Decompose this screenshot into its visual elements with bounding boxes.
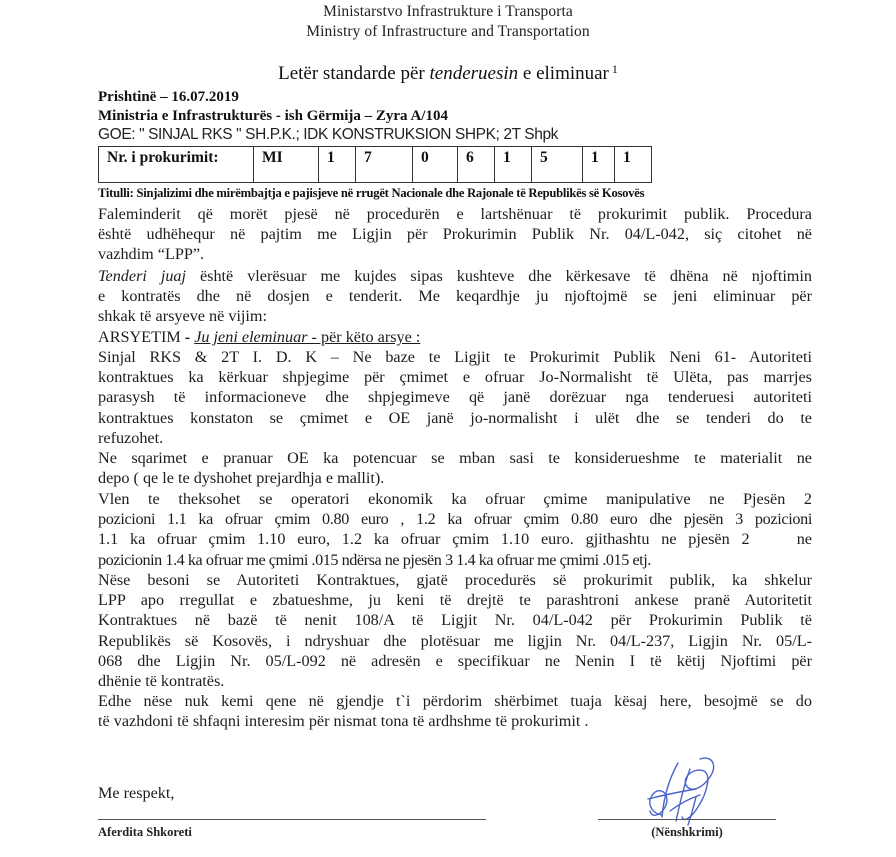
signer-name: Aferdita Shkoreti [98, 825, 192, 839]
text-line: Edhe nëse nuk kemi qene në gjendje t`i përdorim shërbimet tuaja kësaj here, besojmë se do [98, 692, 812, 710]
text-line: refuzohet. [98, 428, 164, 447]
reasoning-label: ARSYETIM [98, 328, 185, 346]
tender-title: Titulli: Sinjalizimi dhe mirëmbajtja e pajisjeve në rrugët Nacionale dhe Rajonale të Republikës së Kosovës [98, 186, 645, 200]
text-line: 1.1 ka ofruar çmim 1.10 euro, 1.2 ka ofruar çmim 1.10 euro. gjithashtu ne pjesën 2 ne [98, 530, 812, 549]
text-line: Kontraktues në bazë të nenit 108/A të Ligjit Nr. 04/L-042 për Prokurimin Publik të [98, 611, 812, 630]
eliminated-text: Ju jeni eleminuar - [194, 328, 317, 346]
header-line-serbian: Ministarstvo Infrastrukture i Transporta [323, 3, 573, 20]
procurement-number-table [98, 146, 652, 183]
title-pre: Letër standarde për [278, 63, 430, 84]
text-line: depo ( qe le te dyshohet prejardhja e mallit). [98, 469, 385, 488]
procurement-cell: 6 [458, 147, 495, 183]
procurement-cell: MI [254, 147, 319, 183]
text-line: dhënie të kontratës. [98, 672, 225, 691]
text-line: 068 dhe Ligjin Nr. 05/L-092 në adresën e specifikuar ne Nenin I të këtij Njoftimi për [98, 651, 812, 670]
text-line: kontraktues konstaton se çmimet e OE janë jo-normalisht i ulët dhe se tenderi do te [98, 408, 812, 427]
text-line: është udhëhequr në pajtim me Ligjin për Prokurimin Publik Nr. 04/L-042, siç citohet në [98, 225, 812, 244]
text-fragment: është vlerësuar me kujdes sipas kushteve dhe kërkesave të dhëna në njoftimin [186, 267, 812, 285]
address: Ministria e Infrastrukturës - ish Gërmija – Zyra A/104 [98, 108, 448, 124]
title-italic: tenderuesin [429, 63, 519, 84]
signature-line [598, 819, 776, 820]
procurement-cell: 1 [319, 147, 356, 183]
text-line: e kontratës dhe në dosjen e tenderit. Me keqardhje ju njoftojmë se jeni eliminuar për [98, 287, 812, 306]
tender-italic: Tenderi juaj [98, 267, 187, 285]
procurement-cell: 1 [495, 147, 532, 183]
text-line: pozicioni 1.1 ka ofruar çmim 0.80 euro , 1.2 ka ofruar çmim 0.80 euro dhe pjesën 3 pozicioni [98, 510, 812, 529]
goe-line: GOE: " SINJAL RKS " SH.P.K.; IDK KONSTRUKSION SHPK; 2T Shpk [98, 126, 559, 143]
text-line: Nëse besoni se Autoriteti Kontraktues, gjatë procedurës së prokurimit publik, ka shkelur [98, 571, 812, 589]
paragraph-reason-low-price [98, 347, 812, 448]
text-line: Faleminderit që morët pjesë në procedurën e lartshënuar të prokurimit publik. Procedura [98, 205, 812, 223]
text-line: LPP apo rregullat e zbatueshme, ju keni të drejtë te parashtroni ankese pranë Autoritetit [98, 591, 812, 610]
procurement-cell: 0 [413, 147, 458, 183]
procurement-label-cell: Nr. i prokurimit: [99, 147, 254, 183]
procurement-number-row [99, 147, 652, 183]
text-line: pozicionin 1.4 ka ofruar me çmimi .015 ndërsa ne pjesën 3 1.4 ka ofruar me çmimi .015 etj. [98, 550, 651, 569]
reasons-text: për këto arsye : [316, 328, 421, 346]
text-line: vazhdim “LPP”. [98, 245, 205, 264]
paragraph-complaint-rights [98, 570, 812, 691]
place-date: Prishtinë – 16.07.2019 [98, 89, 239, 105]
text-line: kontraktues ka kërkuar shpjegime për çmimet e ofruar Jo-Normalisht të Ulëta, pas marrjes [98, 368, 812, 387]
text-line: Vlen te theksohet se operatori ekonomik ka ofruar çmime manipulative ne Pjesën 2 [98, 490, 812, 508]
text-line: Republikës së Kosovës, i ndryshuar dhe plotësuar me ligjin Nr. 04/L-237, Ligjin Nr. 05/L- [98, 631, 812, 650]
title-post: e eliminuar [518, 63, 609, 84]
procurement-cell: 1 [583, 147, 615, 183]
text-line [98, 266, 812, 286]
handwritten-signature-icon [640, 755, 730, 827]
signer-name-line [98, 819, 486, 820]
footnote-mark: 1 [611, 62, 618, 76]
document-title [0, 62, 896, 85]
paragraph-clarifications [98, 448, 812, 488]
header-line-english: Ministry of Infrastructure and Transportation [306, 23, 590, 40]
paragraph-thanks [98, 204, 812, 265]
reasoning-heading [98, 327, 812, 347]
greeting: Me respekt, [98, 784, 175, 802]
reasoning-dash: - [184, 328, 195, 346]
text-line: parasysh të informacioneve dhe shpjegimeve që janë dorëzuar nga tenderuesi autoriteti [98, 388, 812, 407]
procurement-cell: 1 [615, 147, 652, 183]
text-line: të vazhdoni të shfaqni interesim për nismat tona të ardhshme të prokurimit . [98, 712, 589, 731]
paragraph-evaluation [98, 266, 812, 327]
procurement-cell: 5 [532, 147, 583, 183]
text-line: Ne sqarimet e pranuar OE ka potencuar se mban sasi te konsiderueshme te materialit ne [98, 449, 812, 467]
procurement-cell: 7 [356, 147, 413, 183]
text-line: Sinjal RKS & 2T I. D. K – Ne baze te Ligjit te Prokurimit Publik Neni 61- Autoriteti [98, 348, 812, 366]
text-line: shkak të arsyeve në vijim: [98, 307, 268, 326]
signature-label: (Nënshkrimi) [651, 825, 723, 839]
paragraph-closing [98, 691, 812, 731]
paragraph-manipulative-prices [98, 489, 812, 570]
